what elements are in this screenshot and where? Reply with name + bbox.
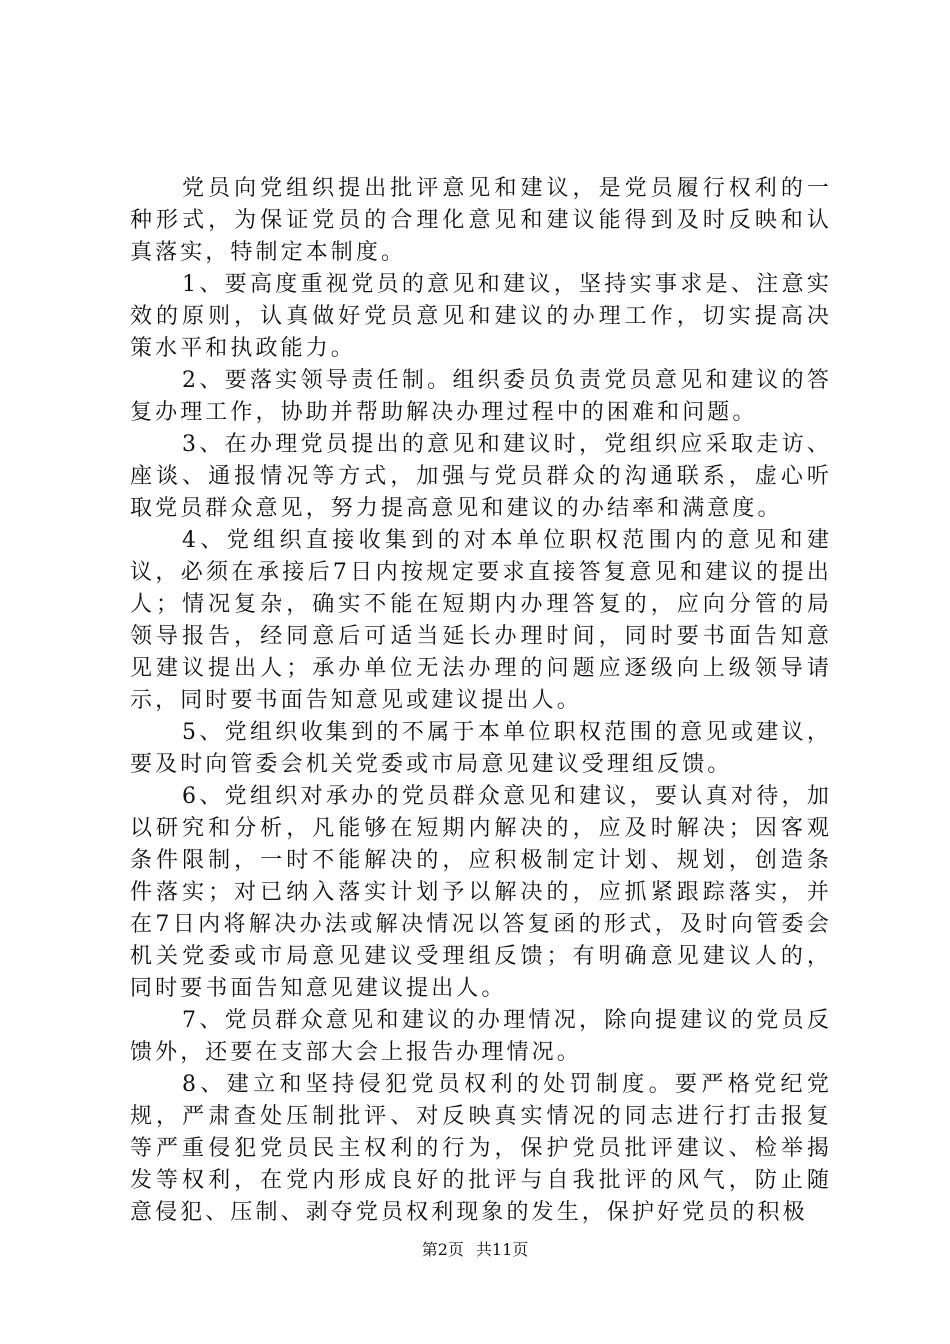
page-total: 共11页 (475, 1240, 529, 1259)
clause-4-paragraph: 4、党组织直接收集到的对本单位职权范围内的意见和建议，必须在承接后7日内按规定要求直接答复意见和建议的提出人；情况复杂，确实不能在短期内办理答复的，应向分管的局领导报告，经同意后可适当延长办理时间，同时要书面告知意见建议提出人；承办单位无法办理的问题应逐级向上级领导请示，同时要书面告知意见或建议提出人。 (130, 528, 832, 713)
clause-6-paragraph: 6、党组织对承办的党员群众意见和建议，要认真对待，加以研究和分析，凡能够在短期内解决的，应及时解决；因客观条件限制，一时不能解决的，应积极制定计划、规划，创造条件落实；对已纳入落实计划予以解决的，应抓紧跟踪落实，并在7日内将解决办法或解决情况以答复函的形式，及时向管委会机关党委或市局意见建议受理组反馈；有明确意见建议人的，同时要书面告知意见建议提出人。 (130, 784, 832, 1001)
clause-2-paragraph: 2、要落实领导责任制。组织委员负责党员意见和建议的答复办理工作，协助并帮助解决办理过程中的困难和问题。 (130, 368, 832, 425)
page-number: 第2页 (421, 1240, 464, 1259)
document-body (130, 173, 832, 1229)
page-footer (0, 1240, 950, 1260)
clause-8-paragraph: 8、建立和坚持侵犯党员权利的处罚制度。要严格党纪党规，严肃查处压制批评、对反映真实情况的同志进行打击报复等严重侵犯党员民主权利的行为，保护党员批评建议、检举揭发等权利，在党内形成良好的批评与自我批评的风气，防止随意侵犯、压制、剥夺党员权利现象的发生，保护好党员的积极 (130, 1072, 832, 1225)
clause-5-paragraph: 5、党组织收集到的不属于本单位职权范围的意见或建议，要及时向管委会机关党委或市局意见建议受理组反馈。 (130, 720, 832, 777)
intro-paragraph: 党员向党组织提出批评意见和建议，是党员履行权利的一种形式，为保证党员的合理化意见和建议能得到及时反映和认真落实，特制定本制度。 (130, 176, 832, 265)
clause-7-paragraph: 7、党员群众意见和建议的办理情况，除向提建议的党员反馈外，还要在支部大会上报告办理情况。 (130, 1008, 832, 1065)
clause-1-paragraph: 1、要高度重视党员的意见和建议，坚持实事求是、注意实效的原则，认真做好党员意见和建议的办理工作，切实提高决策水平和执政能力。 (130, 272, 832, 361)
clause-3-paragraph: 3、在办理党员提出的意见和建议时，党组织应采取走访、座谈、通报情况等方式，加强与党员群众的沟通联系，虚心听取党员群众意见，努力提高意见和建议的办结率和满意度。 (130, 432, 832, 521)
